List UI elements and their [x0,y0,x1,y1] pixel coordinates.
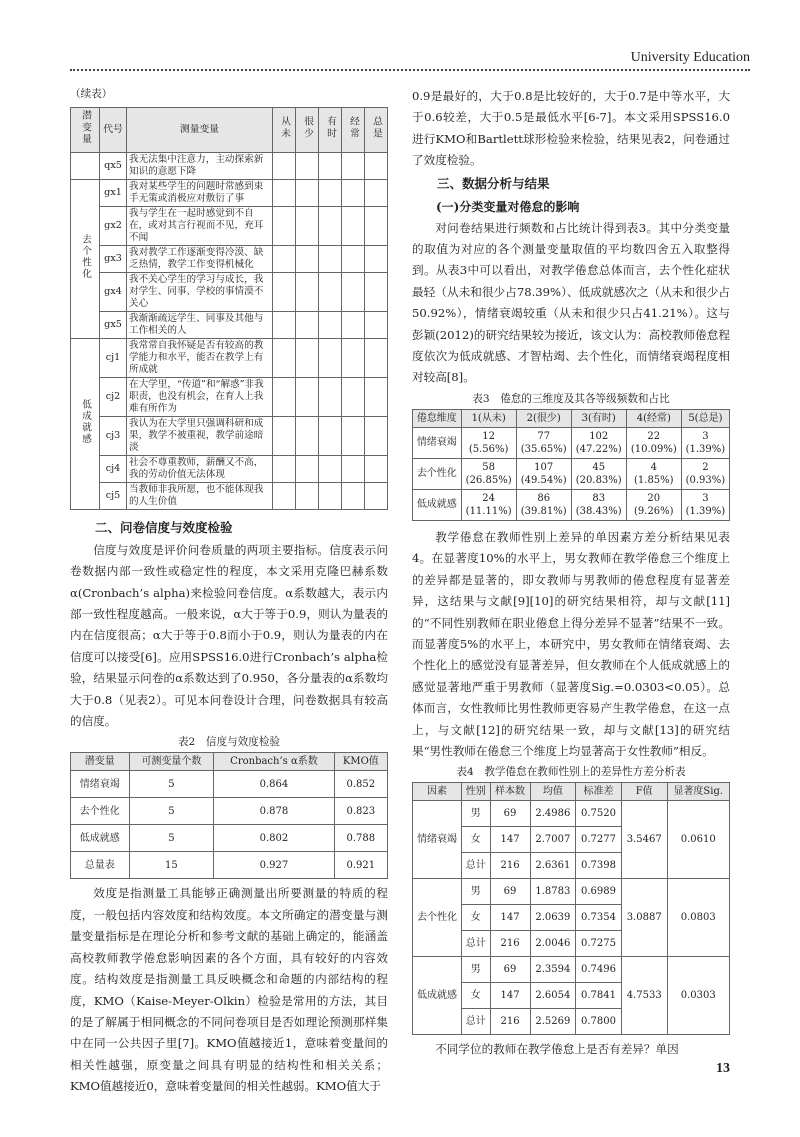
table1-blank-cell [342,152,365,179]
table2-cell: 0.788 [334,825,387,852]
table3-count: 24 [482,492,496,504]
table3-header-cell: 4(经常) [626,409,681,427]
table2-header-cell: 可测变量个数 [129,753,214,771]
table3-percent: (1.39%) [685,505,726,517]
table1-row [71,245,388,272]
table1-item-cell: 我对某些学生的问题时常感到束手无策或消极应对敷衍了事 [127,179,273,206]
table3-cell [571,489,626,520]
table4-header-cell: F值 [621,783,667,801]
table1-header-text: 总是 [371,116,382,140]
table4-cell: 69 [490,957,530,983]
table1-blank-cell [342,338,365,377]
table4-cell: 总计 [462,1009,491,1035]
table2-header-cell: Cronbach’s α系数 [214,753,334,771]
table4-cell: 总计 [462,853,491,879]
table1-blank-cell [296,152,319,179]
table1-header-cell: 测量变量 [127,108,273,152]
table1-blank-cell [296,206,319,245]
table4-header-cell: 性别 [462,783,491,801]
table2-cell: 5 [129,771,214,798]
para-degree: 不同学位的教师在教学倦怠上是否有差异？单因 [435,1042,679,1057]
table1-blank-cell [273,206,296,245]
table4-header-cell: 因素 [413,783,462,801]
table1-blank-cell [365,482,388,509]
table1-header-cell [273,108,296,152]
table3-cell [681,427,729,458]
table1-blank-cell [296,455,319,482]
table4-cell: 总计 [462,931,491,957]
table4-cell: 147 [490,827,530,853]
table3-count: 102 [589,430,609,442]
table3-cell [626,427,681,458]
table1-blank-cell [342,377,365,416]
table4-header-cell: 样本数 [490,783,530,801]
table1-blank-cell [342,416,365,455]
table1-cont-label: （续表） [70,88,113,100]
table3-percent: (49.54%) [520,474,567,486]
table4-cell: 147 [490,905,530,931]
table1-blank-cell [342,311,365,338]
table1-blank-cell [342,179,365,206]
table4-cell: 男 [462,801,491,827]
table4-cell: 69 [490,879,530,905]
table2-cell: 情绪衰竭 [71,771,130,798]
table3-count: 77 [537,430,551,442]
table1-group-name: 低成就感 [80,398,91,446]
table1-blank-cell [342,245,365,272]
table4-cell: 216 [490,853,530,879]
table3-cell [626,489,681,520]
table3-percent: (11.11%) [465,505,512,517]
table4-cell: 0.7841 [576,983,622,1009]
table1-blank-cell [365,245,388,272]
table1-blank-cell [319,482,342,509]
table1-code-cell: cj1 [100,338,127,377]
table4-f-cell: 3.0887 [621,879,667,957]
table1-blank-cell [273,152,296,179]
table4-cell: 0.7277 [576,827,622,853]
table2-row [71,825,388,852]
table2-cell: 0.878 [214,798,334,825]
table2-row [71,771,388,798]
table4-factor-cell: 去个性化 [413,879,462,957]
table4-factor-cell: 情绪衰竭 [413,801,462,879]
table4-cell: 0.6989 [576,879,622,905]
table1-blank-cell [296,272,319,311]
table2-cell: 0.802 [214,825,334,852]
table3-percent: (0.93%) [685,474,726,486]
table2-cell: 总量表 [71,852,130,879]
table3-count: 20 [647,492,661,504]
table2-row [71,798,388,825]
table1-blank-cell [273,482,296,509]
table1-item-cell: 我认为在大学里只强调科研和成果，教学不被重视，教学前途暗淡 [127,416,273,455]
table3-header-cell: 3(有时) [571,409,626,427]
table1-blank-cell [319,272,342,311]
table1-blank-cell [365,338,388,377]
table4-cell: 2.6361 [530,853,576,879]
right-column [412,86,730,1061]
table4-header-cell: 显著度Sig. [667,783,729,801]
para-kmo-levels: 0.9是最好的，大于0.8是比较好的，大于0.7是中等水平，大于0.6较差，大于0.5是最低水平[6-7]。本文采用SPSS16.0进行KMO和Bartlett球形检验来检验，结果见表2，问卷通过了效度检验。 [412,89,730,168]
table1-blank-cell [273,455,296,482]
table4-cell: 2.3594 [530,957,576,983]
table4-cell: 0.7275 [576,931,622,957]
table1-header-cell [342,108,365,152]
table2-cell: 5 [129,798,214,825]
table3-percent: (10.09%) [630,443,677,455]
table1-code-cell: cj5 [100,482,127,509]
table4-cell: 216 [490,1009,530,1035]
table3-dimension-cell: 去个性化 [413,458,462,489]
sub1-title: (一)分类变量对倦怠的影响 [436,199,580,214]
table4-cell: 0.7800 [576,1009,622,1035]
table3-cell [571,427,626,458]
table1-code-cell: gx1 [100,179,127,206]
table3-dimension-cell: 情绪衰竭 [413,427,462,458]
table1-blank-cell [273,272,296,311]
table3-count: 2 [702,461,709,473]
table4-cell: 0.7520 [576,801,622,827]
table4-cell: 女 [462,983,491,1009]
table4-row [413,801,730,827]
table1-item-cell: 我对教学工作逐渐变得冷漠、缺乏热情，教学工作变得机械化 [127,245,273,272]
table2-cell: 0.823 [334,798,387,825]
table1-header-cell [365,108,388,152]
table3-row [413,489,730,520]
table3-caption: 表3 倦怠的三维度及其各等级频数和占比 [472,392,670,405]
table1-header-text: 从未 [279,116,290,140]
table1-row [71,416,388,455]
left-column [70,84,388,1098]
running-header [70,50,750,66]
table2-caption: 表2 信度与效度检验 [177,736,281,749]
table1-blank-cell [319,377,342,416]
table3-count: 3 [702,430,709,442]
table3-percent: (35.65%) [520,443,567,455]
table1-blank-cell [273,245,296,272]
table1-code-cell: gx2 [100,206,127,245]
table4-cell: 2.6054 [530,983,576,1009]
page-number: 13 [716,1061,730,1076]
table1-blank-cell [273,416,296,455]
table1-blank-cell [365,455,388,482]
table3-cell [461,427,516,458]
table1-blank-cell [365,152,388,179]
table1-blank-cell [319,245,342,272]
table3-count: 107 [534,461,554,473]
table2-cell: 去个性化 [71,798,130,825]
table4-f-cell: 4.7533 [621,957,667,1035]
table4-cell: 69 [490,801,530,827]
table4-cell: 0.7398 [576,853,622,879]
table3-dimension-cell: 低成就感 [413,489,462,520]
table3-cell [681,489,729,520]
table3-row [413,427,730,458]
table4-cell: 女 [462,827,491,853]
table3-cell [571,458,626,489]
table1-blank-cell [365,272,388,311]
table3-cell [681,458,729,489]
para-reliability: 信度与效度是评价问卷质量的两项主要指标。信度表示问卷数据内部一致性或稳定性的程度，本文采用克隆巴赫系数α(Cronbach’s alpha)来检验问卷信度。α系数越大，表示内部一致性程度越高。一般来说，α大于等于0.9，则认为量表的内在信度很高；α大于等于0.8而小于0.9，则认为量表的内在信度可以接受[6]。应用SPSS16.0进行Cronbach’s alpha检验，结果显示问卷的α系数达到了0.950，各分量表的α系数均大于0.8（见表2）。可见本问卷设计合理，问卷数据具有较高的信度。 [70,542,388,729]
table1-group-cell [71,179,100,338]
table4-factor-cell: 低成就感 [413,957,462,1035]
table3-percent: (9.26%) [634,505,674,517]
table4 [412,782,730,1035]
table1-row [71,338,388,377]
table4-cell: 0.7496 [576,957,622,983]
table1-blank-cell [365,179,388,206]
table1-header-text: 有时 [325,116,336,140]
table3-count: 83 [592,492,606,504]
table1-item-cell: 我渐渐疏远学生、同事及其他与工作相关的人 [127,311,273,338]
table1-blank-cell [342,272,365,311]
table1-blank-cell [342,206,365,245]
table1-item-cell: 社会不尊重教师，薪酬又不高，我的劳动价值无法体现 [127,455,273,482]
table1-header-text: 很少 [302,116,313,140]
table1-blank-cell [365,377,388,416]
table1-item-cell: 在大学里，“传道”和“解惑”非我职责，也没有机会，在育人上我难有所作为 [127,377,273,416]
table1-item-cell: 我无法集中注意力，主动探索新知识的意愿下降 [127,152,273,179]
table3-percent: (47.22%) [575,443,622,455]
table1-blank-cell [365,206,388,245]
table4-cell: 216 [490,931,530,957]
table3-percent: (1.39%) [685,443,726,455]
table1-blank-cell [296,179,319,206]
table1-blank-cell [319,338,342,377]
table1-code-cell: cj4 [100,455,127,482]
table3-percent: (39.81%) [520,505,567,517]
table1-header-text: 潜变量 [80,110,91,146]
table1-code-cell: gx4 [100,272,127,311]
table1-code-cell: gx3 [100,245,127,272]
table3-count: 22 [647,430,661,442]
table4-cell: 2.0639 [530,905,576,931]
table1-row [71,311,388,338]
table1-blank-cell [319,455,342,482]
table4-header-cell: 均值 [530,783,576,801]
table3-count: 58 [482,461,496,473]
table1-blank-cell [273,179,296,206]
table3-cell [461,458,516,489]
table4-cell: 2.5269 [530,1009,576,1035]
table3-cell [461,489,516,520]
table1-item-cell: 当教师非我所愿，也不能体现我的人生价值 [127,482,273,509]
table4-row [413,957,730,983]
table3-count: 86 [537,492,551,504]
table3-percent: (5.56%) [468,443,509,455]
table1-code-cell: cj2 [100,377,127,416]
table4-row [413,879,730,905]
table3-percent: (20.83%) [575,474,622,486]
table2 [70,752,388,879]
table1-blank-cell [296,245,319,272]
table1-header-cell [296,108,319,152]
table1-blank-cell [296,482,319,509]
table1-blank-cell [319,179,342,206]
table1-blank-cell [273,338,296,377]
table2-cell: 0.852 [334,771,387,798]
table1-blank-cell [273,377,296,416]
table1-blank-cell [319,152,342,179]
table1-blank-cell [296,377,319,416]
table1-group-cell [71,152,100,179]
table3-header-cell: 2(很少) [516,409,571,427]
table1-blank-cell [296,338,319,377]
table1-row [71,272,388,311]
table3-header-cell: 1(从未) [461,409,516,427]
table3-row [413,458,730,489]
table3-cell [516,427,571,458]
table3-percent: (38.43%) [575,505,622,517]
section2-title: 二、问卷信度与效度检验 [95,519,233,535]
table3-header-cell: 5(总是) [681,409,729,427]
table1-blank-cell [365,311,388,338]
table1-code-cell: cj3 [100,416,127,455]
table2-cell: 5 [129,825,214,852]
table1-code-cell: qx5 [100,152,127,179]
journal-name: University Education [630,50,750,65]
table1-item-cell: 我与学生在一起时感觉到不自在，或对其言行视而不见，充耳不闻 [127,206,273,245]
table1-group-name: 去个性化 [80,233,91,281]
table3-cell [516,458,571,489]
para-gender: 教学倦怠在教师性别上差异的单因素方差分析结果见表4。在显著度10%的水平上，男女教师在教学倦怠三个维度上的差异都是显著的，即女教师与男教师的倦怠程度有显著差异，这结果与文献[9][10]的研究结果相符，却与文献[11]的“不同性别教师在职业倦怠上得分差异不显著”结果不一致。而显著度5%的水平上，本研究中，男女教师在情绪衰竭、去个性化上的感觉没有显著差异，但女教师在个人低成就感上的感觉显著地严重于男教师（显著度Sig.=0.0303<0.05）。总体而言，女性教师比男性教师更容易产生教学倦怠，在这一点上，与文献[12]的研究结果一致，却与文献[13]的研究结果“男性教师在倦怠三个维度上均显著高于女性教师”相反。 [412,529,730,758]
table1-row [71,179,388,206]
table1-header-cell: 代号 [100,108,127,152]
header-rule [70,69,750,71]
table1-row [71,377,388,416]
table4-sig-cell: 0.0303 [667,957,729,1035]
table1-row [71,455,388,482]
table4-cell: 2.4986 [530,801,576,827]
table2-cell: 0.864 [214,771,334,798]
table1-blank-cell [365,416,388,455]
table1-blank-cell [273,311,296,338]
table1-code-cell: gx5 [100,311,127,338]
table1-blank-cell [319,416,342,455]
table2-row [71,852,388,879]
table4-cell: 0.7354 [576,905,622,931]
table4-cell: 2.0046 [530,931,576,957]
table4-header-cell: 标准差 [576,783,622,801]
para-validity: 效度是指测量工具能够正确测量出所要测量的特质的程度，一般包括内容效度和结构效度。本文所确定的潜变量与测量变量指标是在理论分析和参考文献的基础上确定的，能涵盖高校教师教学倦怠影响因素的各个方面，具有较好的内容效度。结构效度是指测量工具反映概念和命题的内部结构的程度，KMO（Kaise-Meyer-Olkin）检验是常用的方法，其目的是了解属于相同概念的不同问卷项目是否如理论预测那样集中在同一公共因子里[7]。KMO值越接近1，意味着变量间的相关性越强，原变量之间具有明显的结构性和相关关系；KMO值越接近0，意味着变量间的相关性越弱。KMO值大于 [70,886,388,1094]
table3-count: 3 [702,492,709,504]
table4-cell: 1.8783 [530,879,576,905]
table4-sig-cell: 0.0803 [667,879,729,957]
table1-blank-cell [319,311,342,338]
table3-cell [626,458,681,489]
table4-f-cell: 3.5467 [621,801,667,879]
table3-count: 12 [482,430,496,442]
table3-percent: (1.85%) [634,474,674,486]
table4-cell: 2.7007 [530,827,576,853]
table1-header-cell [319,108,342,152]
table4-cell: 男 [462,957,491,983]
table4-cell: 147 [490,983,530,1009]
table4-sig-cell: 0.0610 [667,801,729,879]
table3-cell [516,489,571,520]
table1-row [71,206,388,245]
table1-item-cell: 我常常自我怀疑是否有较高的教学能力和水平，能否在教学上有所成就 [127,338,273,377]
table2-cell: 15 [129,852,214,879]
table3-header-cell: 倦怠维度 [413,409,462,427]
table1-blank-cell [319,206,342,245]
table1-blank-cell [342,482,365,509]
table1-item-cell: 我不关心学生的学习与成长，我对学生、同事、学校的事情漠不关心 [127,272,273,311]
para-frequency: 对问卷结果进行频数和占比统计得到表3。其中分类变量的取值为对应的各个测量变量取值的平均数四舍五入取整得到。从表3中可以看出，对教学倦怠总体而言，去个性化症状最轻（从未和很少占78.39%）、低成就感次之（从未和很少占50.92%），情绪衰竭较重（从未和很少只占41.21%）。这与彭颖(2012)的研究结果较为接近，该文认为：高校教师倦怠程度依次为低成就感、才智枯竭、去个性化，而情绪衰竭程度相对较高[8]。 [412,220,730,385]
table2-cell: 0.921 [334,852,387,879]
table1 [70,107,388,509]
table3 [412,409,730,521]
table1-header-cell [71,108,100,152]
table3-percent: (26.85%) [465,474,512,486]
table2-cell: 低成就感 [71,825,130,852]
table1-blank-cell [342,455,365,482]
table1-row [71,152,388,179]
section3-title: 三、数据分析与结果 [437,175,550,191]
table2-cell: 0.927 [214,852,334,879]
table4-cell: 男 [462,879,491,905]
table2-header-cell: KMO值 [334,753,387,771]
table1-blank-cell [296,311,319,338]
table3-count: 45 [592,461,606,473]
table1-header-text: 经常 [348,116,359,140]
table4-caption: 表4 教学倦怠在教师性别上的差异性方差分析表 [456,766,686,779]
table4-cell: 女 [462,905,491,931]
table2-header-cell: 潜变量 [71,753,130,771]
table1-blank-cell [296,416,319,455]
table1-row [71,482,388,509]
table3-count: 4 [650,461,657,473]
table1-group-cell [71,338,100,509]
